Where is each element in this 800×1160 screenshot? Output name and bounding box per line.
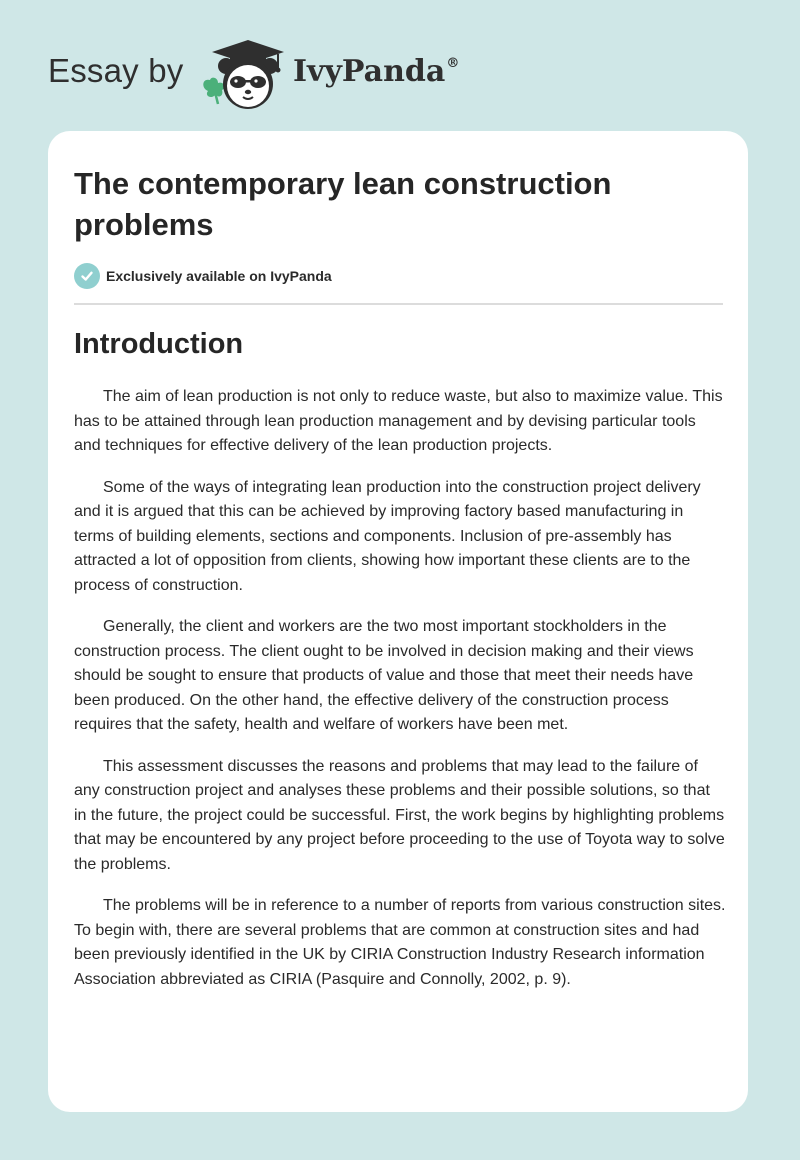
brand-name[interactable]	[293, 54, 459, 89]
page-title: The contemporary lean construction problems	[74, 166, 612, 242]
title-divider	[74, 303, 723, 305]
brand-name-text: IvyPanda	[293, 54, 446, 89]
exclusive-label: Exclusively available on IvyPanda	[106, 268, 332, 284]
section-heading-introduction: Introduction	[74, 328, 244, 360]
registered-mark: ®	[446, 56, 460, 71]
essay-body	[74, 385, 726, 1009]
essay-card	[48, 131, 748, 1112]
panda-graduate-icon[interactable]	[200, 36, 290, 112]
essay-by-label: Essay by	[48, 52, 184, 89]
site-header	[48, 36, 468, 112]
paragraph: This assessment discusses the reasons and problems that may lead to the failure of any construction project and analyses these problems and their possible solutions, so that in the future, the project could be successful. First, the work begins by highlighting problems that may be encountered by any project before proceeding to the use of Toyota way to solve the problems.	[74, 757, 725, 873]
paragraph: The aim of lean production is not only to reduce waste, but also to maximize value. This has to be attained through lean production management and by devising particular tools and techniques for effective delivery of the lean production projects.	[74, 388, 723, 454]
paragraph: Generally, the client and workers are the two most important stockholders in the construction process. The client ought to be involved in decision making and their views should be sought to ensure that products of value and those that meet their needs have been produced. On the other hand, the effective delivery of the construction process requires that the safety, health and welfare of workers have been met.	[74, 618, 694, 733]
check-icon	[74, 263, 100, 289]
paragraph: Some of the ways of integrating lean production into the construction project delivery and it is argued that this can be achieved by improving factory based manufacturing in terms of building elements, sections and components. Inclusion of pre-assembly has attracted a lot of opposition from clients, showing how important these clients are to the process of construction.	[74, 478, 701, 594]
check-icon-glyph	[80, 269, 94, 283]
exclusive-badge	[74, 263, 332, 289]
paragraph: The problems will be in reference to a number of reports from various construction sites. To begin with, there are several problems that are common at construction sites and had been previously identified in the UK by CIRIA Construction Industry Research information Association abbreviated as CIRIA (Pasquire and Connolly, 2002, p. 9).	[74, 897, 726, 988]
